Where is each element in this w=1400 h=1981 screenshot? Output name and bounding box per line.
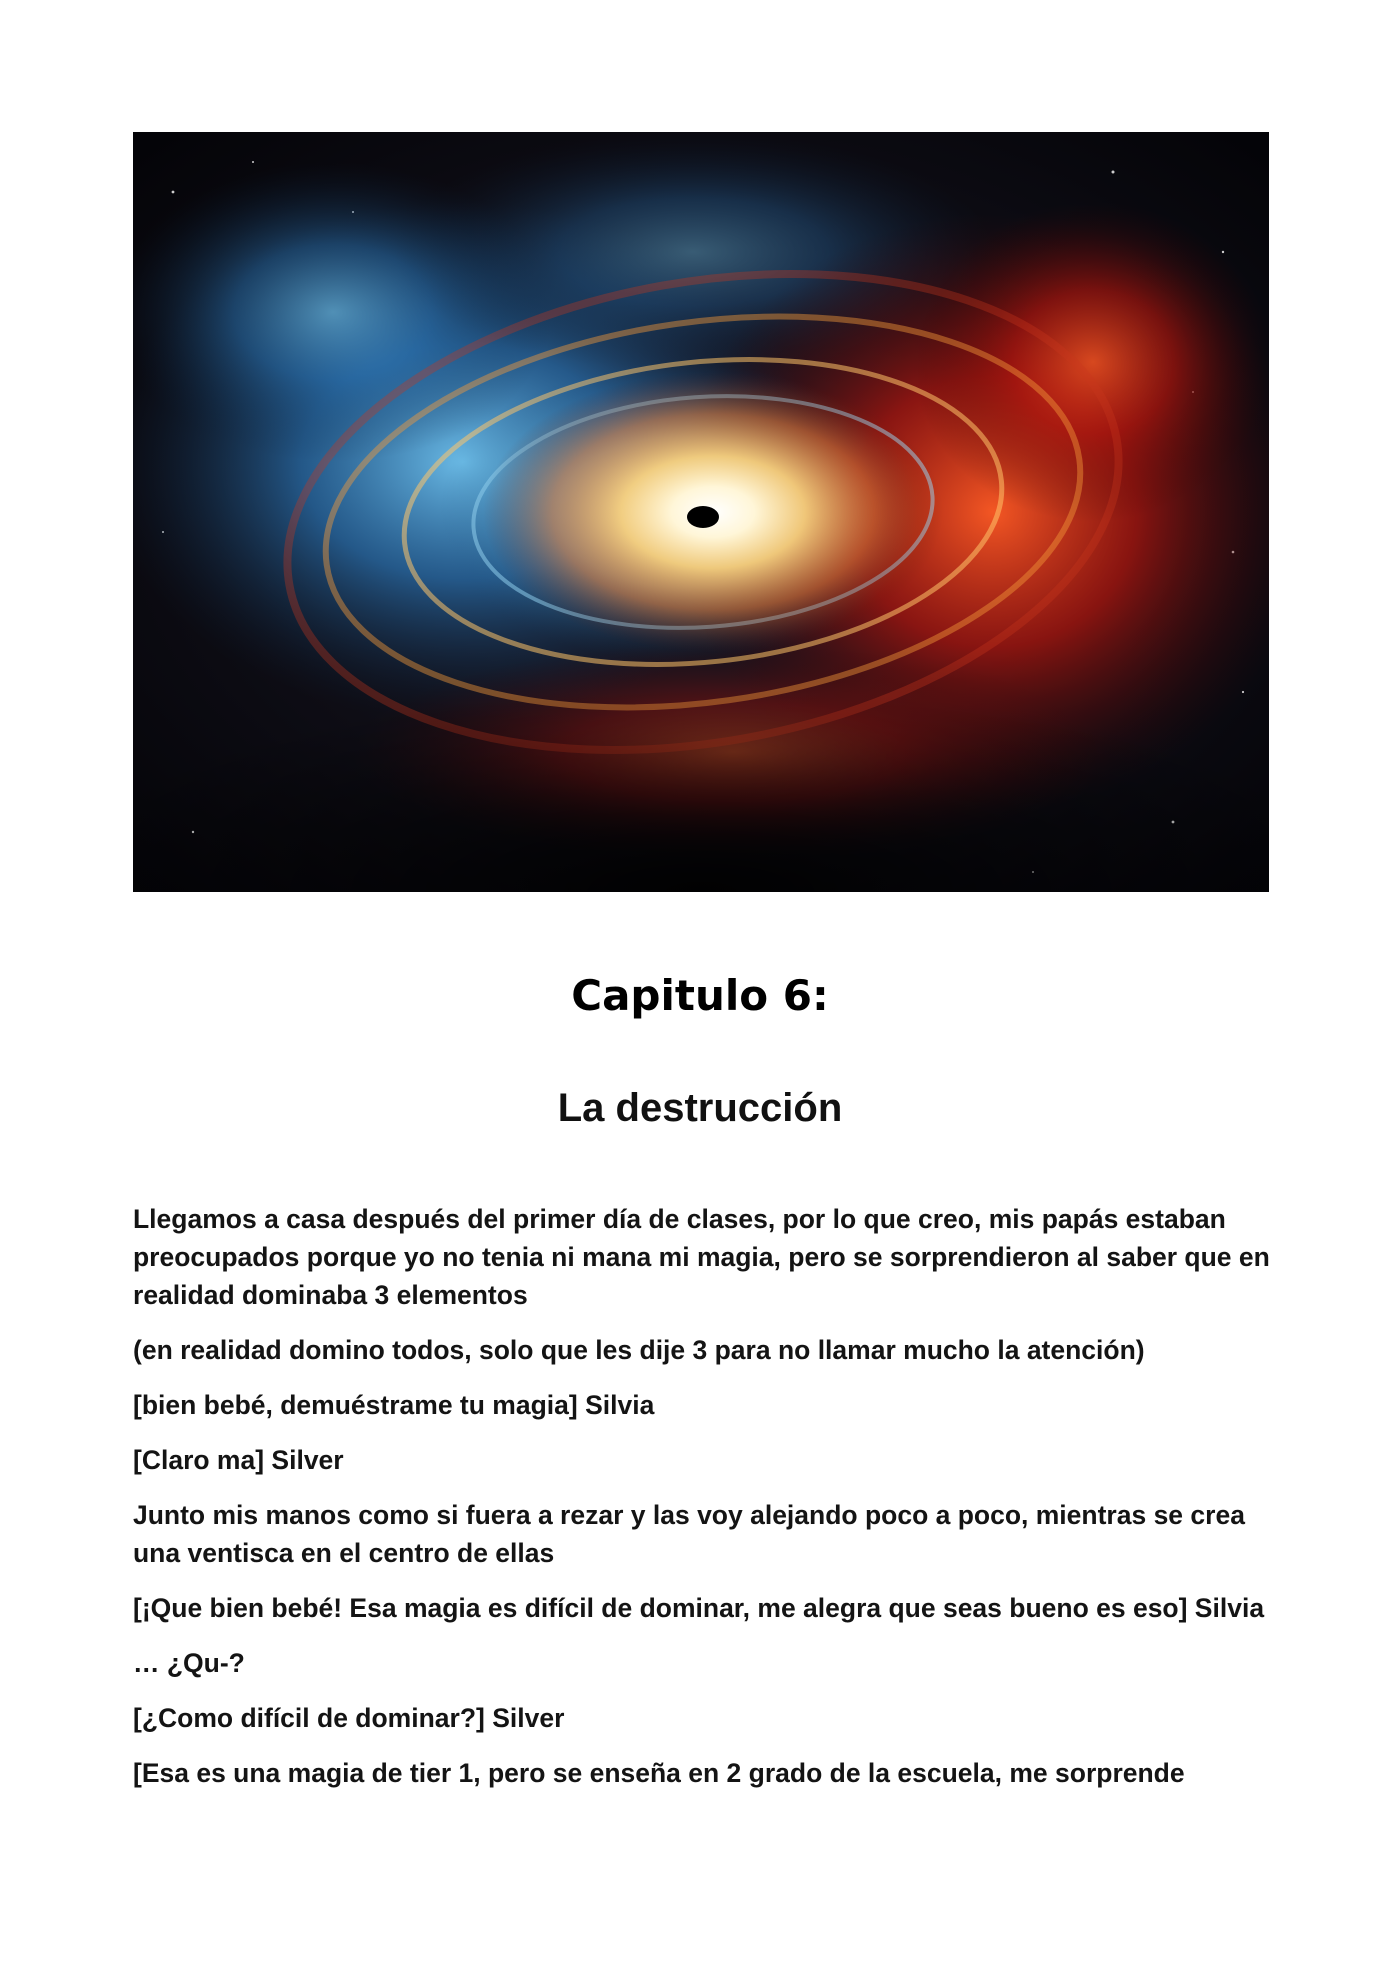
black-hole-galaxy-icon xyxy=(133,132,1269,892)
chapter-title: Capitulo 6: xyxy=(571,971,829,1020)
paragraph: … ¿Qu-? xyxy=(133,1648,245,1678)
cover-image xyxy=(133,132,1269,892)
chapter-subtitle: La destrucción xyxy=(557,1086,843,1130)
paragraph: (en realidad domino todos, solo que les dije 3 para no llamar mucho la atención) xyxy=(133,1335,1145,1365)
story-body xyxy=(133,1200,1283,1809)
paragraph: Junto mis manos como si fuera a rezar y las voy alejando poco a poco, mientras se crea una ventisca en el centro de ellas xyxy=(133,1500,1245,1568)
paragraph: [bien bebé, demuéstrame tu magia] Silvia xyxy=(133,1390,655,1420)
paragraph: [Claro ma] Silver xyxy=(133,1445,344,1475)
paragraph: [¡Que bien bebé! Esa magia es difícil de dominar, me alegra que seas bueno es eso] Silvia xyxy=(133,1593,1265,1623)
paragraph: [¿Como difícil de dominar?] Silver xyxy=(133,1703,565,1733)
paragraph: Llegamos a casa después del primer día de clases, por lo que creo, mis papás estaban preocupados porque yo no tenia ni mana mi magia, pero se sorprendieron al saber que en realidad dominaba 3 elementos xyxy=(133,1204,1270,1310)
paragraph: [Esa es una magia de tier 1, pero se enseña en 2 grado de la escuela, me sorprende xyxy=(133,1758,1185,1788)
